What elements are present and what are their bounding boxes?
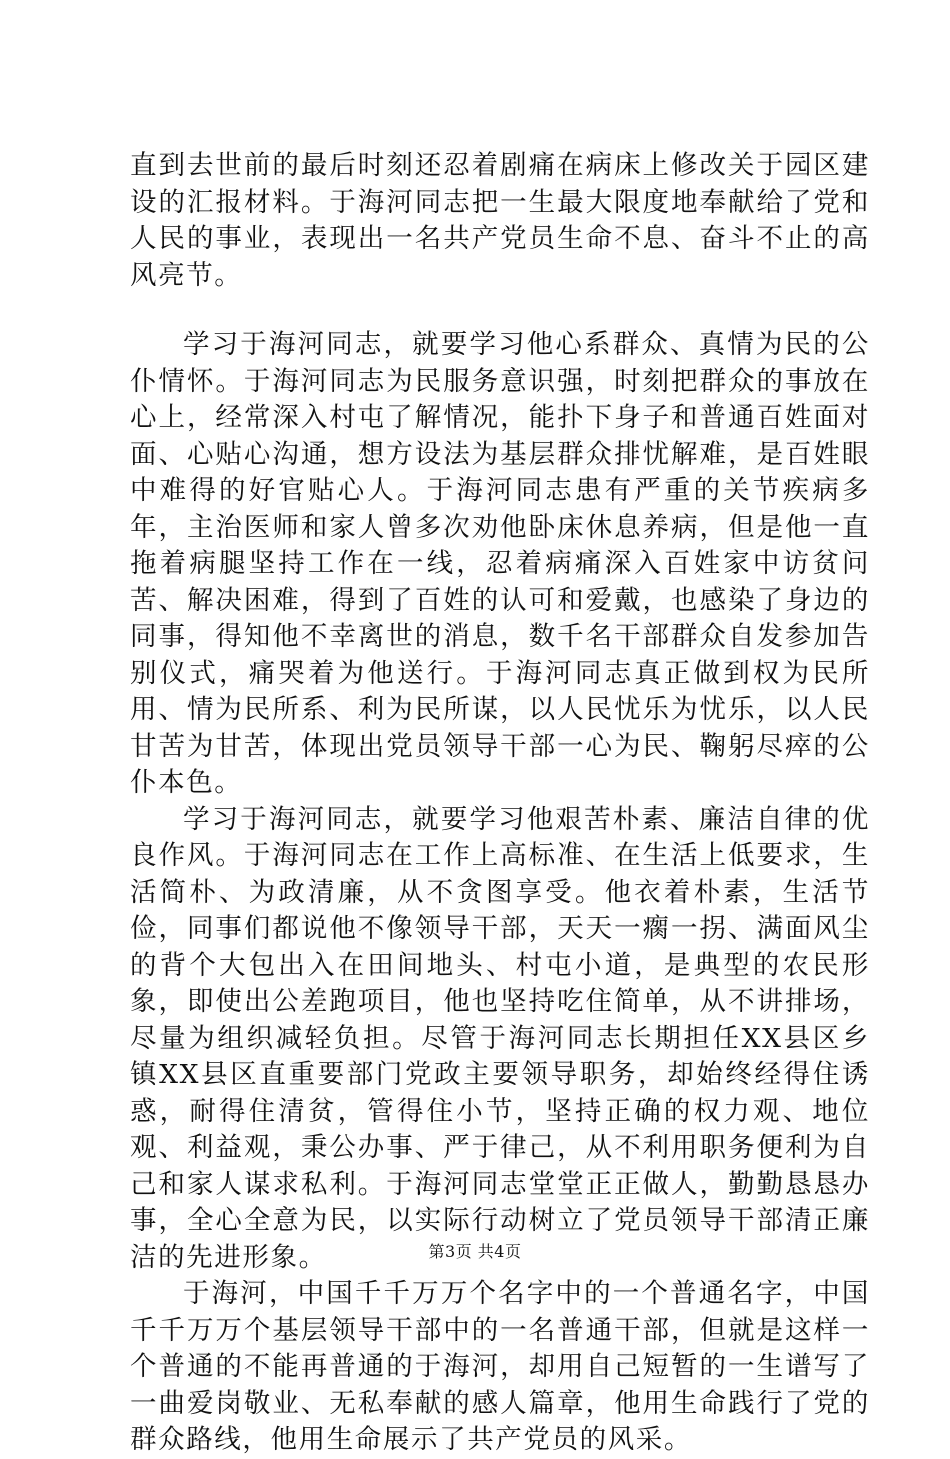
page-number-footer: 第3页 共4页 xyxy=(428,1242,522,1261)
paragraph-integrity: 学习于海河同志，就要学习他艰苦朴素、廉洁自律的优良作风。于海河同志在工作上高标准、在生活上低要求，生活简朴、为政清廉，从不贪图享受。他衣着朴素，生活节俭，同事们都说他不像领导干部，天天一瘸一拐、满面风尘的背个大包出入在田间地头、村屯小道，是典型的农民形象，即使出公差跑项目，他也坚持吃住简单，从不讲排场，尽量为组织减轻负担。尽管于海河同志长期担任XX县区乡镇XX县区直重要部门党政主要领导职务，却始终经得住诱惑，耐得住清贫，管得住小节，坚持正确的权力观、地位观、利益观，秉公办事、严于律己，从不利用职务便利为自己和家人谋求私利。于海河同志堂堂正正做人，勤勤恳恳办事，全心全意为民，以实际行动树立了党员领导干部清正廉洁的先进形象。 xyxy=(130,803,870,1273)
paragraph-conclusion: 于海河，中国千千万万个名字中的一个普通名字，中国千千万万个基层领导干部中的一名普通干部，但就是这样一个普通的不能再普通的于海河，却用自己短暂的一生谱写了一曲爱岗敬业、无私奉献的感人篇章，他用生命践行了党的群众路线，他用生命展示了共产党员的风采。 xyxy=(130,1278,870,1455)
paragraph-public-servant: 学习于海河同志，就要学习他心系群众、真情为民的公仆情怀。于海河同志为民服务意识强，时刻把群众的事放在心上，经常深入村屯了解情况，能扑下身子和普通百姓面对面、心贴心沟通，想方设法为基层群众排忧解难，是百姓眼中难得的好官贴心人。于海河同志患有严重的关节疾病多年，主治医师和家人曾多次劝他卧床休息养病，但是他一直拖着病腿坚持工作在一线，忍着病痛深入百姓家中访贫问苦、解决困难，得到了百姓的认可和爱戴，也感染了身边的同事，得知他不幸离世的消息，数千名干部群众自发参加告别仪式，痛哭着为他送行。于海河同志真正做到权为民所用、情为民所系、利为民所谋，以人民忧乐为忧乐，以人民甘苦为甘苦，体现出党员领导干部一心为民、鞠躬尽瘁的公仆本色。 xyxy=(130,329,870,798)
paragraph-continuation: 直到去世前的最后时刻还忍着剧痛在病床上修改关于园区建设的汇报材料。于海河同志把一生最大限度地奉献给了党和人民的事业，表现出一名共产党员生命不息、奋斗不止的高风亮节。 xyxy=(130,150,870,291)
